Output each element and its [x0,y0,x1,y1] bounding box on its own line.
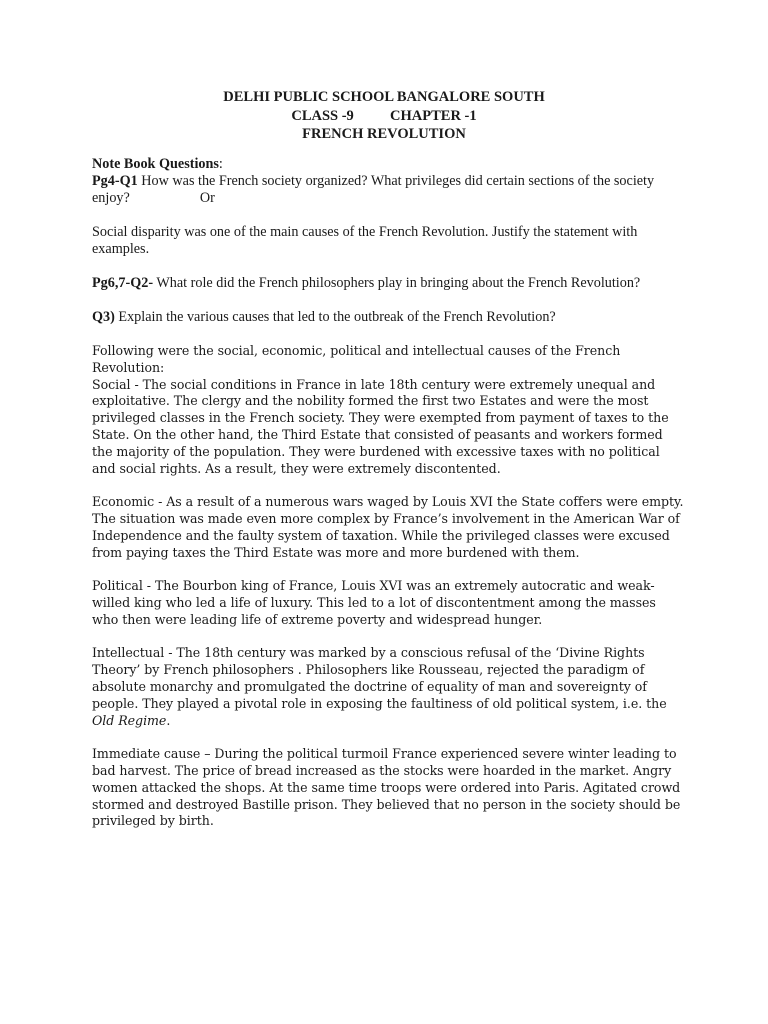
answer-immediate: Immediate cause – During the political turmoil France experienced severe winter leading to bad harvest. The price of bread increased as the stocks were hoarded in the market. Angry women attacked the shops. At the same time troops were ordered into Paris. Agitated crowd stormed and destroyed Bastille prison. They believed that no person in the society should be privileged by birth. [92,746,681,829]
class-chapter-line: CLASS -9 CHAPTER -1 [291,107,477,124]
answer-political: Political - The Bourbon king of France, Louis XVI was an extremely autocratic and weak-willed king who led a life of luxury. This led to a lot of discontentment among the masses who then were leading life of extreme poverty and widespread hunger. [92,578,656,627]
answer-economic: Economic - As a result of a numerous wars waged by Louis XVI the State coffers were empty. The situation was made even more complex by France’s involvement in the American War of Independence and the faulty system of taxation. While the privileged classes were excused from paying taxes the Third Estate was more and more burdened with them. [92,494,684,560]
q3-label: Q3) [92,309,115,325]
intellectual-end: . [166,712,171,728]
q1-text: How was the French society organized? What privileges did certain sections of the society enjoy? [92,173,655,206]
document-body [92,156,686,847]
answer-intro-social [92,343,686,477]
q3-text: Explain the various causes that led to the outbreak of the French Revolution? [114,309,556,325]
q1-alternative: Social disparity was one of the main causes of the French Revolution. Justify the statement with examples. [92,224,638,257]
answer-intellectual [92,645,686,729]
answer-section [92,343,686,830]
q2-text: What role did the French philosophers play in bringing about the French Revolution? [153,275,641,291]
intellectual-text: Intellectual - The 18th century was marked by a conscious refusal of the ‘Divine Rights Theory’ by French philosophers . Philosophers like Rousseau, rejected the paradigm of absolute monarchy and promulgated the doctrine of equality of man and sovereignty of people. They played a pivotal role in exposing the faultiness of old political system, i.e. the [92,645,667,711]
question-3 [92,309,686,326]
questions-heading-colon: : [218,156,223,172]
school-name: DELHI PUBLIC SCHOOL BANGALORE SOUTH [223,89,545,105]
q2-label: Pg6,7-Q2- [92,275,154,291]
q1-or: Or [199,190,215,206]
answer-social: Social - The social conditions in France in late 18th century were extremely unequal and exploitative. The clergy and the nobility formed the first two Estates and were the most privileged classes in the French society. They were exempted from payment of taxes to the State. On the other hand, the Third Estate that consisted of peasants and workers formed the majority of the population. They were burdened with excessive taxes with no political and social rights. As a result, they were extremely discontented. [92,376,669,476]
answer-intro: Following were the social, economic, political and intellectual causes of the French Revolution: [92,343,621,375]
questions-heading-text: Note Book Questions [92,156,219,172]
q1-label: Pg4-Q1 [92,173,138,189]
questions-heading [92,156,686,207]
question-2 [92,275,686,292]
document-header [0,88,768,144]
old-regime-term: Old Regime [92,712,167,728]
chapter-title: FRENCH REVOLUTION [302,126,466,142]
